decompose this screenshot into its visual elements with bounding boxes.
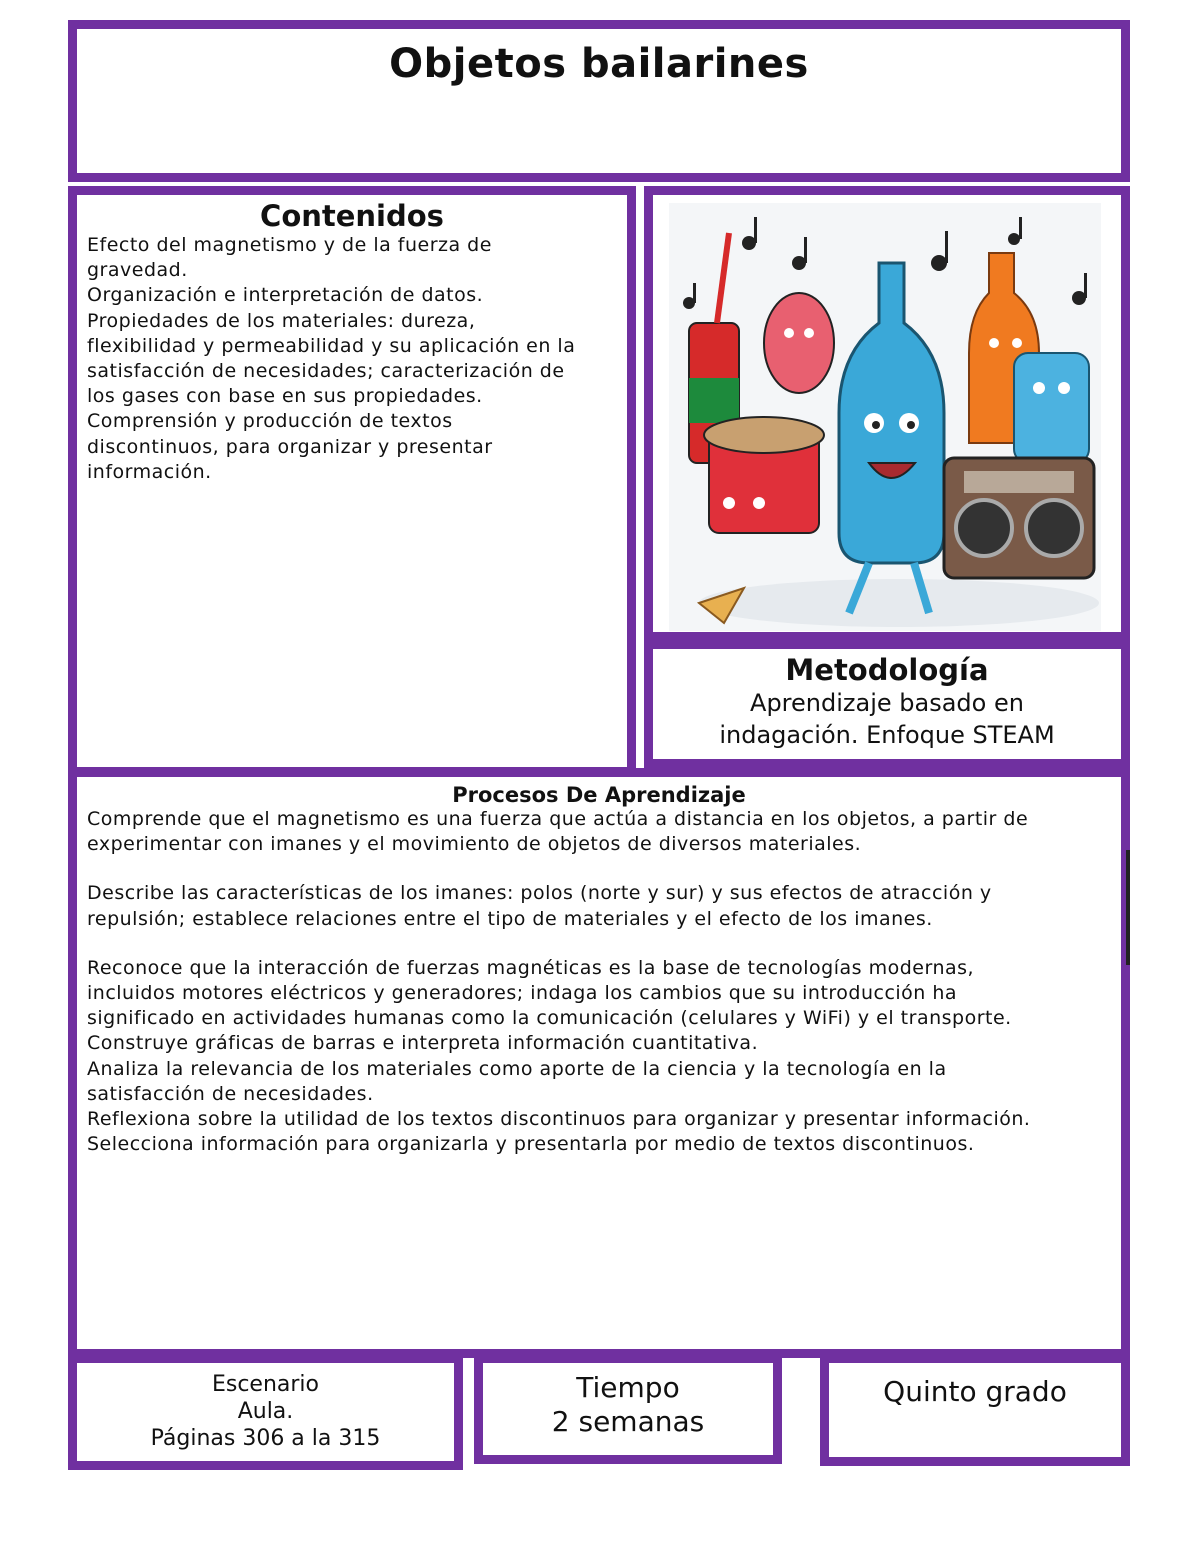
- contenidos-line: Propiedades de los materiales: dureza,: [87, 309, 476, 332]
- procesos-line: Construye gráficas de barras e interpreta información cuantitativa.: [87, 1032, 759, 1055]
- contenidos-line: Organización e interpretación de datos.: [87, 284, 484, 307]
- procesos-line: incluidos motores eléctricos y generadores; indaga los cambios que su introducción ha: [87, 982, 958, 1005]
- contenidos-line: satisfacción de necesidades; caracterización de: [87, 360, 565, 383]
- procesos-line: Reconoce que la interacción de fuerzas magnéticas es la base de tecnologías modernas,: [87, 956, 975, 979]
- procesos-line: Analiza la relevancia de los materiales como aporte de la ciencia y la tecnología en la: [87, 1057, 947, 1080]
- procesos-line: significado en actividades humanas como la comunicación (celulares y WiFi) y el transporte.: [87, 1007, 1012, 1030]
- procesos-line: repulsión; establece relaciones entre el tipo de materiales y el efecto de los imanes.: [87, 907, 933, 930]
- procesos-line: Reflexiona sobre la utilidad de los textos discontinuos para organizar y presentar información.: [87, 1108, 1031, 1131]
- tiempo-panel: [474, 1354, 782, 1464]
- metodologia-line: indagación. Enfoque STEAM: [719, 721, 1055, 749]
- metodologia-line: Aprendizaje basado en: [750, 689, 1024, 717]
- procesos-line: Describe las características de los imanes: polos (norte y sur) y sus efectos de atracción y: [87, 882, 992, 905]
- grado-value: Quinto grado: [883, 1375, 1067, 1408]
- escenario-label: Escenario: [211, 1372, 320, 1397]
- page-title: Objetos bailarines: [389, 41, 809, 87]
- contenidos-line: los gases con base en sus propiedades.: [87, 385, 483, 408]
- tiempo-label: Tiempo: [576, 1371, 680, 1404]
- contenidos-line: discontinuos, para organizar y presentar: [87, 435, 493, 458]
- procesos-line: satisfacción de necesidades.: [87, 1082, 374, 1105]
- procesos-line: Selecciona información para organizarla y presentarla por medio de textos discontinuos.: [87, 1133, 975, 1156]
- illustration-panel: [644, 186, 1130, 641]
- contenidos-heading: Contenidos: [260, 199, 444, 233]
- dancing-objects-illustration: [669, 203, 1101, 631]
- procesos-heading: Procesos De Aprendizaje: [452, 783, 746, 807]
- contenidos-line: Efecto del magnetismo y de la fuerza de: [87, 234, 492, 256]
- contenidos-panel: [68, 186, 636, 776]
- escenario-pages: Páginas 306 a la 315: [150, 1426, 381, 1451]
- metodologia-heading: Metodología: [785, 653, 989, 687]
- tiempo-value: 2 semanas: [551, 1405, 705, 1438]
- grado-panel: [820, 1354, 1130, 1466]
- metodologia-panel: [644, 640, 1130, 768]
- procesos-line: experimentar con imanes y el movimiento de objetos de diversos materiales.: [87, 833, 862, 856]
- escenario-panel: [68, 1354, 463, 1470]
- escenario-place: Aula.: [237, 1399, 294, 1424]
- procesos-line: Comprende que el magnetismo es una fuerza que actúa a distancia en los objetos, a partir de: [87, 808, 1029, 830]
- contenidos-line: flexibilidad y permeabilidad y su aplicación en la: [87, 334, 576, 357]
- procesos-panel: [68, 768, 1130, 1358]
- title-panel: [68, 20, 1130, 182]
- contenidos-line: Comprensión y producción de textos: [87, 410, 453, 433]
- contenidos-line: gravedad.: [87, 259, 188, 282]
- contenidos-line: información.: [87, 460, 212, 483]
- edge-mark: [1126, 850, 1130, 965]
